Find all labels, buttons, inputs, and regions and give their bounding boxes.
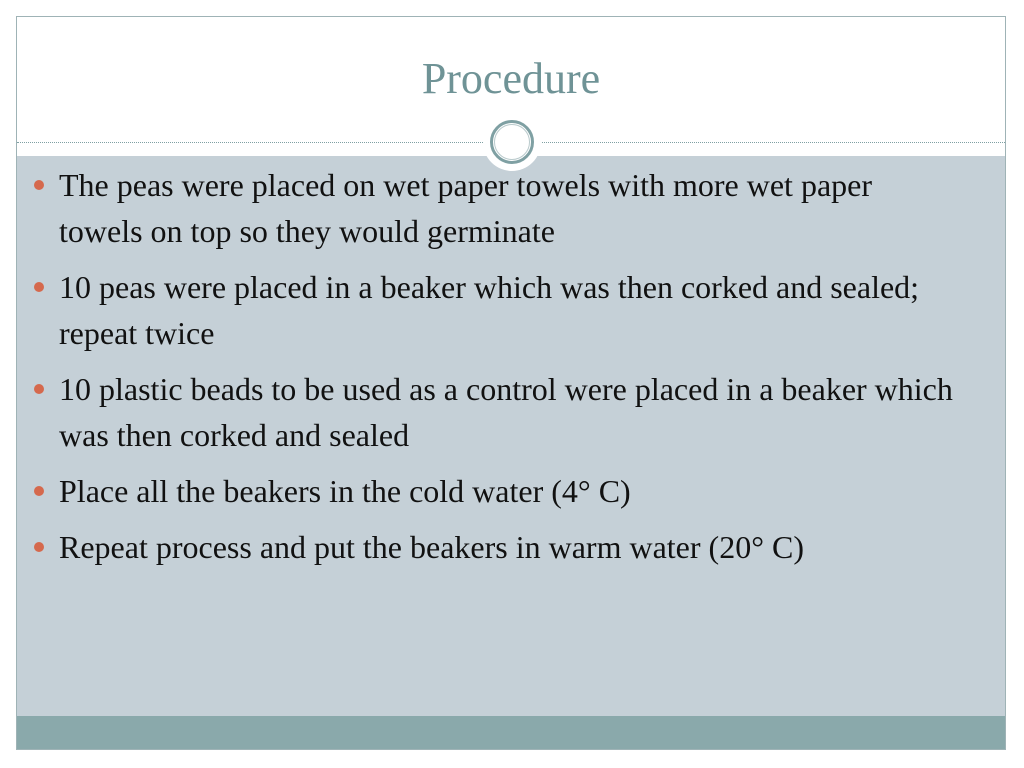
bullet-text: 10 plastic beads to be used as a control were placed in a beaker which was then corked and sealed bbox=[59, 371, 953, 453]
bullet-item bbox=[30, 366, 960, 458]
slide-title: Procedure bbox=[421, 54, 601, 103]
bullet-item bbox=[30, 264, 960, 356]
bullet-item bbox=[30, 468, 960, 514]
bullet-text: Repeat process and put the beakers in warm water (20° C) bbox=[59, 529, 804, 565]
footer-bar bbox=[17, 716, 1005, 750]
circle-ornament-inner bbox=[494, 124, 530, 160]
bullet-text: Place all the beakers in the cold water (4° C) bbox=[59, 473, 631, 509]
bullet-dot-icon bbox=[34, 180, 44, 190]
bullet-item bbox=[30, 162, 960, 254]
bullet-dot-icon bbox=[34, 282, 44, 292]
bullet-dot-icon bbox=[34, 542, 44, 552]
bullet-text: 10 peas were placed in a beaker which was then corked and sealed; repeat twice bbox=[59, 269, 920, 351]
bullet-list bbox=[30, 162, 960, 580]
bullet-item bbox=[30, 524, 960, 570]
bullet-dot-icon bbox=[34, 486, 44, 496]
bullet-text: The peas were placed on wet paper towels with more wet paper towels on top so they would germinate bbox=[59, 167, 872, 249]
bullet-dot-icon bbox=[34, 384, 44, 394]
